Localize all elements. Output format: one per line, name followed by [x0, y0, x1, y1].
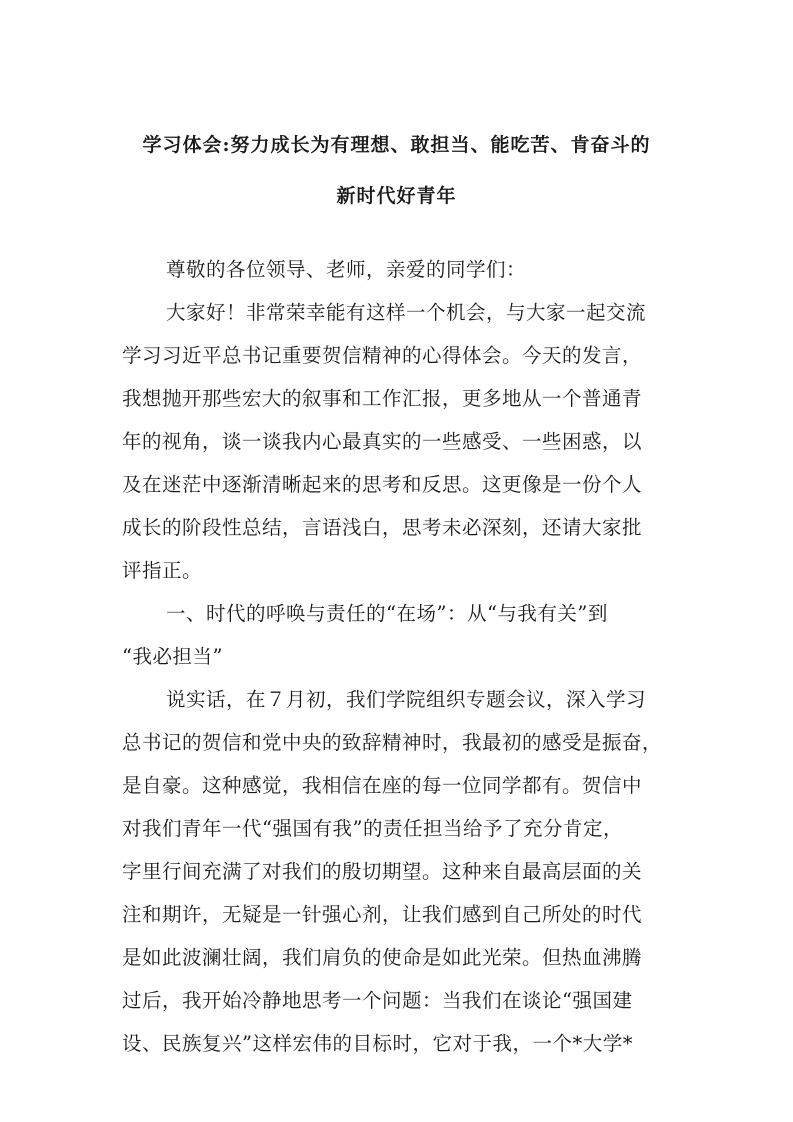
paragraph-line: 评指正。 — [122, 559, 203, 582]
paragraph-line: 是自豪。这种感觉，我相信在座的每一位同学都有。贺信中 — [122, 774, 643, 797]
paragraph-line: 过后，我开始冷静地思考一个问题：当我们在谈论“强国建 — [122, 989, 633, 1012]
paragraph-line: 我想抛开那些宏大的叙事和工作汇报，更多地从一个普通青 — [122, 387, 643, 410]
paragraph-line: 及在迷茫中逐渐清晰起来的思考和反思。这更像是一份个人 — [122, 473, 643, 496]
paragraph-line: 设、民族复兴”这样宏伟的目标时，它对于我，一个*大学* — [122, 1032, 633, 1055]
salutation-line: 尊敬的各位领导、老师，亲爱的同学们： — [166, 258, 527, 281]
paragraph-line: 学习习近平总书记重要贺信精神的心得体会。今天的发言， — [122, 344, 643, 367]
document-title-line-1: 学习体会:努力成长为有理想、敢担当、能吃苦、肯奋斗的 — [142, 134, 651, 156]
paragraph-line: 说实话，在７月初，我们学院组织专题会议，深入学习 — [166, 688, 647, 711]
section-heading-line: “我必担当” — [122, 645, 223, 668]
section-heading-line: 一、时代的呼唤与责任的“在场”：从“与我有关”到 — [166, 602, 608, 625]
paragraph-line: 总书记的贺信和党中央的致辞精神时，我最初的感受是振奋， — [122, 731, 663, 754]
paragraph-line: 年的视角，谈一谈我内心最真实的一些感受、一些困惑，以 — [122, 430, 643, 453]
paragraph-line: 成长的阶段性总结，言语浅白，思考未必深刻，还请大家批 — [122, 516, 643, 539]
document-body — [122, 248, 682, 1065]
paragraph-line: 大家好！非常荣幸能有这样一个机会，与大家一起交流 — [166, 301, 647, 324]
document-title-line-2: 新时代好青年 — [336, 185, 457, 207]
paragraph-line: 字里行间充满了对我们的殷切期望。这种来自最高层面的关 — [122, 860, 643, 883]
paragraph-line: 注和期许，无疑是一针强心剂，让我们感到自己所处的时代 — [122, 903, 643, 926]
paragraph-line: 对我们青年一代“强国有我”的责任担当给予了充分肯定， — [122, 817, 623, 840]
paragraph-line: 是如此波澜壮阔，我们肩负的使命是如此光荣。但热血沸腾 — [122, 946, 643, 969]
